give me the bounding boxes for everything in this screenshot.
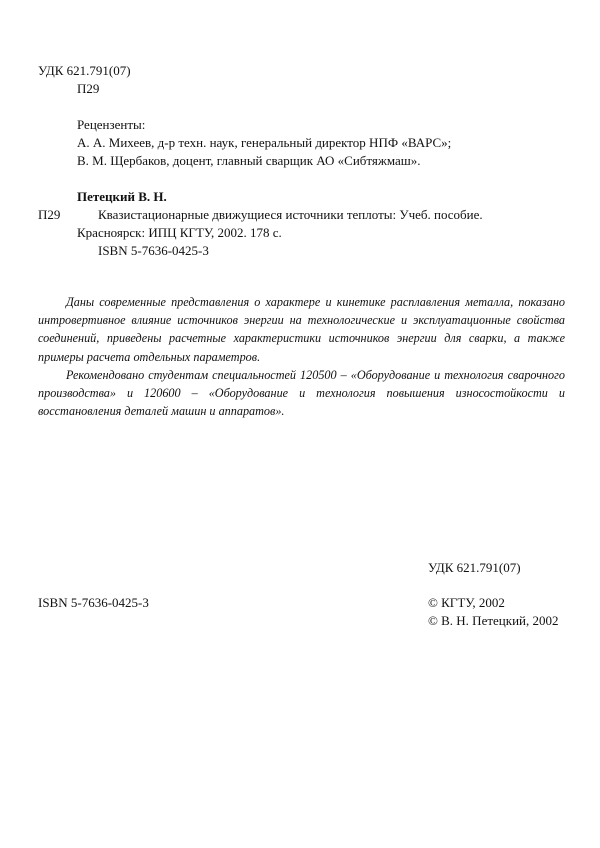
isbn-bottom: ISBN 5-7636-0425-3 bbox=[38, 595, 149, 610]
author-name: Петецкий В. Н. bbox=[77, 189, 167, 204]
annotation-paragraph: Даны современные представления о характере и кинетике расплавления металла, показано интровертивное влияние источников энергии на технологические и эксплуатационные свойства соединений, приведены расчетные характеристики источников энергии для сварки, а также примеры расчета отдельных параметров. bbox=[38, 295, 565, 364]
reviewer-2: В. М. Щербаков, доцент, главный сварщик АО «Сибтяжмаш». bbox=[77, 153, 421, 168]
copyright-author: © В. Н. Петецкий, 2002 bbox=[428, 613, 559, 628]
book-code: П29 bbox=[38, 207, 61, 222]
annotation-block bbox=[38, 293, 565, 420]
copyright-kgtu: © КГТУ, 2002 bbox=[428, 595, 505, 610]
bbk-code-top: П29 bbox=[77, 81, 100, 96]
reviewers-title: Рецензенты: bbox=[77, 117, 146, 132]
book-isbn: ISBN 5-7636-0425-3 bbox=[98, 243, 209, 258]
udk-top: УДК 621.791(07) bbox=[38, 63, 131, 78]
annotation-paragraph: Рекомендовано студентам специальностей 120500 – «Оборудование и технология сварочного производства» и 120600 – «Оборудование и технология повышения износостойкости и восстановления деталей машин и аппаратов». bbox=[38, 367, 565, 419]
book-imprint: Красноярск: ИПЦ КГТУ, 2002. 178 с. bbox=[77, 225, 282, 240]
reviewer-1: А. А. Михеев, д-р техн. наук, генеральный директор НПФ «ВАРС»; bbox=[77, 135, 452, 150]
udk-bottom: УДК 621.791(07) bbox=[428, 560, 521, 575]
book-title: Квазистационарные движущиеся источники теплоты: Учеб. пособие. bbox=[98, 207, 483, 222]
